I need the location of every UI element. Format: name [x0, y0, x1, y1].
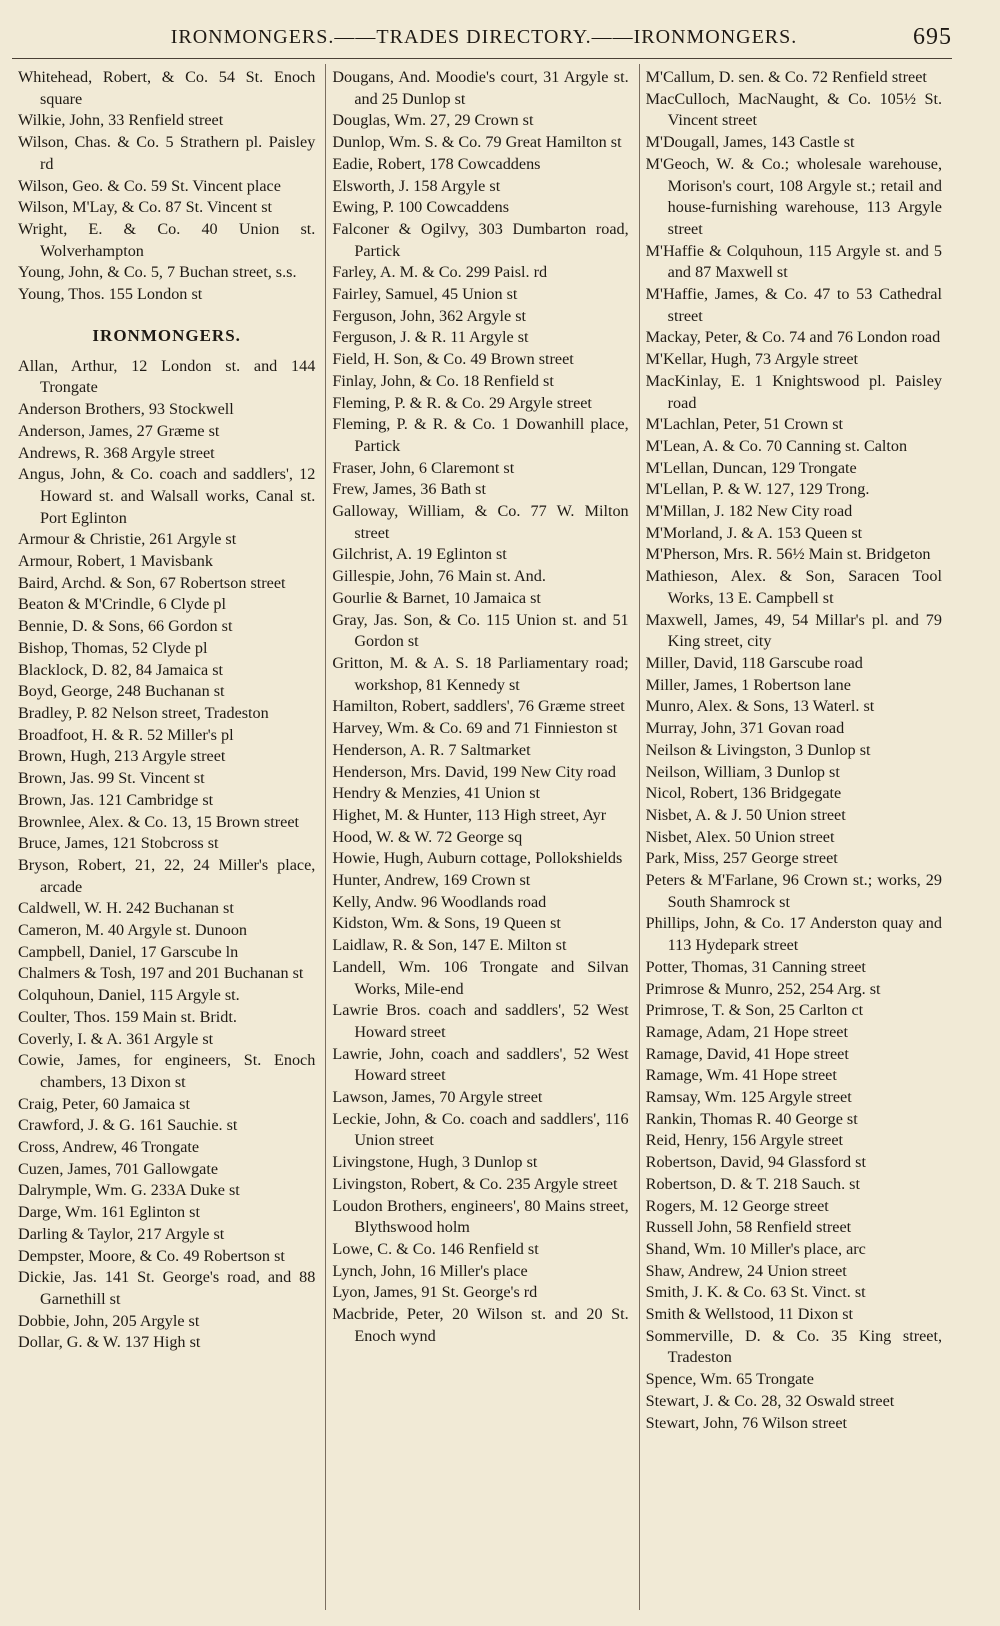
directory-entry: Stewart, J. & Co. 28, 32 Oswald street: [645, 1391, 895, 1410]
directory-entry: Young, John, & Co. 5, 7 Buchan street, s.s.: [18, 263, 297, 282]
column-2: [325, 64, 638, 1610]
directory-entry: Peters & M'Farlane, 96 Crown st.; works, 29 South Shamrock st: [645, 871, 942, 911]
directory-entry: Falconer & Ogilvy, 303 Dumbarton road, Partick: [332, 219, 629, 260]
directory-entry: Hendry & Menzies, 41 Union st: [332, 784, 541, 803]
directory-entry: M'Lean, A. & Co. 70 Canning st. Calton: [645, 436, 908, 455]
directory-entry: Ferguson, John, 362 Argyle st: [332, 306, 526, 325]
directory-entry: Dempster, Moore, & Co. 49 Robertson st: [18, 1246, 285, 1265]
directory-entry: Loudon Brothers, engineers', 80 Mains street, Blythswood holm: [332, 1196, 629, 1237]
directory-entry: Cross, Andrew, 46 Trongate: [18, 1138, 200, 1157]
section-title: IRONMONGERS.: [92, 325, 241, 345]
directory-entry: Colquhoun, Daniel, 115 Argyle st.: [18, 986, 240, 1005]
directory-entry: Dunlop, Wm. S. & Co. 79 Great Hamilton st: [332, 133, 622, 152]
directory-entry: M'Haffie & Colquhoun, 115 Argyle st. and 5 and 87 Maxwell st: [645, 241, 942, 282]
directory-entry: M'Callum, D. sen. & Co. 72 Renfield street: [645, 68, 927, 86]
directory-entry: Shaw, Andrew, 24 Union street: [645, 1261, 847, 1280]
directory-entry: M'Pherson, Mrs. R. 56½ Main st. Bridgeton: [645, 545, 931, 564]
directory-entry: Smith, J. K. & Co. 63 St. Vinct. st: [645, 1283, 866, 1302]
directory-entry: Young, Thos. 155 London st: [18, 285, 203, 304]
directory-entry: Kidston, Wm. & Sons, 19 Queen st: [332, 914, 561, 933]
directory-entry: Maxwell, James, 49, 54 Millar's pl. and 79 King street, city: [645, 610, 942, 651]
directory-entry: Nicol, Robert, 136 Bridgegate: [645, 784, 842, 803]
directory-entry: Elsworth, J. 158 Argyle st: [332, 176, 501, 195]
directory-entry: Nisbet, Alex. 50 Union street: [645, 827, 835, 846]
directory-entry: Brown, Jas. 121 Cambridge st: [18, 790, 214, 809]
directory-entry: Robertson, David, 94 Glassford st: [645, 1153, 866, 1172]
directory-entry: Munro, Alex. & Sons, 13 Waterl. st: [645, 697, 875, 716]
directory-entry: M'Lellan, Duncan, 129 Trongate: [645, 458, 857, 477]
directory-entry: Cuzen, James, 701 Gallowgate: [18, 1159, 219, 1178]
directory-entry: Boyd, George, 248 Buchanan st: [18, 682, 225, 701]
directory-entry: Wilson, M'Lay, & Co. 87 St. Vincent st: [18, 198, 272, 217]
directory-entry: Highet, M. & Hunter, 113 High street, Ayr: [332, 805, 607, 824]
directory-entry: Armour, Robert, 1 Mavisbank: [18, 552, 213, 571]
directory-entry: Park, Miss, 257 George street: [645, 849, 838, 868]
directory-entry: Henderson, A. R. 7 Saltmarket: [332, 740, 531, 759]
directory-entry: Gourlie & Barnet, 10 Jamaica st: [332, 588, 541, 607]
directory-entry: Nisbet, A. & J. 50 Union street: [645, 805, 846, 824]
directory-entry: Broadfoot, H. & R. 52 Miller's pl: [18, 725, 234, 744]
directory-entry: Brown, Hugh, 213 Argyle street: [18, 747, 226, 766]
directory-entry: Dollar, G. & W. 137 High st: [18, 1333, 201, 1352]
directory-entry: Lawrie, John, coach and saddlers', 52 West Howard street: [332, 1044, 629, 1085]
directory-entry: Rankin, Thomas R. 40 George st: [645, 1109, 858, 1128]
directory-entry: Brown, Jas. 99 St. Vincent st: [18, 769, 205, 788]
directory-entry: Phillips, John, & Co. 17 Anderston quay and 113 Hydepark street: [645, 914, 942, 955]
directory-entry: Hunter, Andrew, 169 Crown st: [332, 871, 531, 890]
directory-entry: Landell, Wm. 106 Trongate and Silvan Works, Mile-end: [332, 957, 629, 998]
directory-entry: Anderson Brothers, 93 Stockwell: [18, 400, 234, 419]
directory-entry: Farley, A. M. & Co. 299 Paisl. rd: [332, 263, 548, 282]
page-number: 695: [913, 24, 952, 50]
directory-entry: Galloway, William, & Co. 77 W. Milton street: [332, 502, 629, 542]
directory-entry: Andrews, R. 368 Argyle street: [18, 443, 215, 462]
directory-entry: M'Dougall, James, 143 Castle st: [645, 133, 855, 152]
directory-entry: Reid, Henry, 156 Argyle street: [645, 1131, 844, 1150]
directory-entry: Coulter, Thos. 159 Main st. Bridt.: [18, 1007, 237, 1026]
directory-entry: M'Lellan, P. & W. 127, 129 Trong.: [645, 480, 870, 499]
directory-entry: Frew, James, 36 Bath st: [332, 480, 486, 499]
directory-entry: Bryson, Robert, 21, 22, 24 Miller's place, arcade: [18, 855, 316, 896]
directory-entry: Dobbie, John, 205 Argyle st: [18, 1311, 200, 1330]
page-header: [16, 18, 952, 52]
directory-entry: Gritton, M. & A. S. 18 Parliamentary road; workshop, 81 Kennedy st: [332, 653, 629, 694]
directory-entry: Bishop, Thomas, 52 Clyde pl: [18, 638, 208, 657]
directory-entry: Crawford, J. & G. 161 Sauchie. st: [18, 1116, 238, 1135]
directory-entry: MacKinlay, E. 1 Knightswood pl. Paisley road: [645, 371, 942, 412]
directory-entry: Robertson, D. & T. 218 Sauch. st: [645, 1174, 860, 1193]
directory-entry: Darling & Taylor, 217 Argyle st: [18, 1224, 225, 1243]
directory-entry: Howie, Hugh, Auburn cottage, Pollokshields: [332, 849, 623, 868]
directory-entry: Campbell, Daniel, 17 Garscube ln: [18, 942, 239, 961]
directory-entry: Wright, E. & Co. 40 Union st. Wolverhampton: [18, 219, 316, 260]
running-head: IRONMONGERS.——TRADES DIRECTORY.——IRONMONGERS.: [170, 26, 798, 48]
directory-entry: Chalmers & Tosh, 197 and 201 Buchanan st: [18, 964, 304, 983]
directory-entry: M'Kellar, Hugh, 73 Argyle street: [645, 350, 859, 369]
directory-entry: Ramage, David, 41 Hope street: [645, 1044, 849, 1063]
directory-entry: Craig, Peter, 60 Jamaica st: [18, 1094, 190, 1113]
directory-entry: Wilson, Geo. & Co. 59 St. Vincent place: [18, 176, 281, 195]
directory-entry: Gilchrist, A. 19 Eglinton st: [332, 545, 507, 564]
directory-entry: Bennie, D. & Sons, 66 Gordon st: [18, 617, 233, 636]
directory-entry: Fraser, John, 6 Claremont st: [332, 458, 515, 477]
directory-entry: Ramage, Wm. 41 Hope street: [645, 1066, 837, 1085]
directory-entry: Macbride, Peter, 20 Wilson st. and 20 St. Enoch wynd: [332, 1305, 629, 1345]
directory-entry: Kelly, Andw. 96 Woodlands road: [332, 892, 547, 911]
directory-entry: Beaton & M'Crindle, 6 Clyde pl: [18, 595, 226, 614]
directory-entry: Fleming, P. & R. & Co. 29 Argyle street: [332, 393, 592, 412]
directory-entry: Laidlaw, R. & Son, 147 E. Milton st: [332, 936, 567, 955]
directory-entry: Mackay, Peter, & Co. 74 and 76 London road: [645, 328, 941, 347]
directory-entry: Neilson & Livingston, 3 Dunlop st: [645, 740, 871, 759]
directory-entry: Stewart, John, 76 Wilson street: [645, 1413, 848, 1432]
directory-entry: Darge, Wm. 161 Eglinton st: [18, 1203, 200, 1222]
directory-entry: Primrose & Munro, 252, 254 Arg. st: [645, 979, 881, 998]
directory-entry: Angus, John, & Co. coach and saddlers', 12 Howard st. and Walsall works, Canal st. Port Eglinton: [18, 465, 316, 527]
directory-entry: Allan, Arthur, 12 London st. and 144 Trongate: [18, 356, 316, 397]
directory-entry: Blacklock, D. 82, 84 Jamaica st: [18, 660, 223, 679]
directory-entry: M'Morland, J. & A. 153 Queen st: [645, 523, 863, 542]
directory-entry: Douglas, Wm. 27, 29 Crown st: [332, 111, 534, 130]
directory-entry: Cowie, James, for engineers, St. Enoch chambers, 13 Dixon st: [18, 1051, 316, 1091]
directory-entry: Gray, Jas. Son, & Co. 115 Union st. and 51 Gordon st: [332, 610, 629, 651]
directory-entry: Harvey, Wm. & Co. 69 and 71 Finnieston st: [332, 719, 618, 738]
directory-entry: M'Geoch, W. & Co.; wholesale warehouse, Morison's court, 108 Argyle st.; retail and house-furnishing warehouse, 113 Argyle street: [645, 154, 942, 238]
directory-entry: Mathieson, Alex. & Son, Saracen Tool Works, 13 E. Campbell st: [645, 567, 942, 607]
directory-entry: Bradley, P. 82 Nelson street, Tradeston: [18, 703, 269, 722]
directory-entry: Ramage, Adam, 21 Hope street: [645, 1022, 848, 1041]
directory-entry: Dalrymple, Wm. G. 233A Duke st: [18, 1181, 240, 1200]
directory-entry: Lawrie Bros. coach and saddlers', 52 West Howard street: [332, 1001, 629, 1041]
directory-entry: Spence, Wm. 65 Trongate: [645, 1370, 814, 1389]
directory-entry: Leckie, John, & Co. coach and saddlers', 116 Union street: [332, 1109, 629, 1150]
column-1: [12, 64, 325, 1610]
directory-entry: Wilson, Chas. & Co. 5 Strathern pl. Paisley rd: [18, 133, 316, 173]
directory-entry: M'Haffie, James, & Co. 47 to 53 Cathedral street: [645, 285, 942, 325]
directory-entry: Dougans, And. Moodie's court, 31 Argyle st. and 25 Dunlop st: [332, 68, 629, 108]
directory-entry: MacCulloch, MacNaught, & Co. 105½ St. Vincent street: [645, 89, 942, 130]
directory-entry: Whitehead, Robert, & Co. 54 St. Enoch square: [18, 68, 316, 108]
directory-entry: Miller, David, 118 Garscube road: [645, 653, 863, 672]
directory-entry: Ewing, P. 100 Cowcaddens: [332, 198, 510, 217]
directory-entry: Ramsay, Wm. 125 Argyle street: [645, 1088, 852, 1107]
directory-entry: Lowe, C. & Co. 146 Renfield st: [332, 1239, 539, 1258]
directory-entry: Murray, John, 371 Govan road: [645, 719, 845, 738]
directory-entry: Brownlee, Alex. & Co. 13, 15 Brown street: [18, 812, 299, 831]
directory-entry: Dickie, Jas. 141 St. George's road, and 88 Garnethill st: [18, 1268, 316, 1308]
directory-entry: Lyon, James, 91 St. George's rd: [332, 1283, 538, 1302]
directory-entry: Hood, W. & W. 72 George sq: [332, 827, 523, 846]
directory-entry: Caldwell, W. H. 242 Buchanan st: [18, 899, 234, 918]
directory-entry: Coverly, I. & A. 361 Argyle st: [18, 1029, 214, 1048]
directory-columns: [12, 64, 952, 1610]
directory-entry: Lynch, John, 16 Miller's place: [332, 1261, 528, 1280]
directory-entry: Field, H. Son, & Co. 49 Brown street: [332, 350, 574, 369]
directory-entry: Primrose, T. & Son, 25 Carlton ct: [645, 1001, 864, 1020]
directory-entry: Lawson, James, 70 Argyle street: [332, 1088, 543, 1107]
directory-entry: M'Millan, J. 182 New City road: [645, 502, 853, 521]
directory-entry: Livingston, Robert, & Co. 235 Argyle street: [332, 1174, 618, 1193]
directory-entry: Anderson, James, 27 Græme st: [18, 421, 220, 440]
directory-entry: Henderson, Mrs. David, 199 New City road: [332, 762, 617, 781]
directory-entry: Miller, James, 1 Robertson lane: [645, 675, 851, 694]
directory-entry: M'Lachlan, Peter, 51 Crown st: [645, 415, 844, 434]
directory-entry: Cameron, M. 40 Argyle st. Dunoon: [18, 921, 248, 940]
directory-entry: Ferguson, J. & R. 11 Argyle st: [332, 328, 529, 347]
directory-entry: Sommerville, D. & Co. 35 King street, Tradeston: [645, 1326, 942, 1367]
directory-entry: Finlay, John, & Co. 18 Renfield st: [332, 371, 554, 390]
directory-entry: Shand, Wm. 10 Miller's place, arc: [645, 1239, 866, 1258]
directory-entry: Gillespie, John, 76 Main st. And.: [332, 567, 546, 586]
directory-entry: Fairley, Samuel, 45 Union st: [332, 285, 518, 304]
directory-entry: Neilson, William, 3 Dunlop st: [645, 762, 840, 781]
directory-entry: Potter, Thomas, 31 Canning street: [645, 957, 866, 976]
directory-entry: Livingstone, Hugh, 3 Dunlop st: [332, 1153, 538, 1172]
directory-entry: Bruce, James, 121 Stobcross st: [18, 834, 219, 853]
column-3: [639, 64, 952, 1610]
directory-entry: Fleming, P. & R. & Co. 1 Dowanhill place, Partick: [332, 415, 629, 455]
directory-entry: Armour & Christie, 261 Argyle st: [18, 530, 237, 549]
directory-entry: Hamilton, Robert, saddlers', 76 Græme street: [332, 697, 625, 716]
directory-entry: Baird, Archd. & Son, 67 Robertson street: [18, 573, 286, 592]
directory-entry: Russell John, 58 Renfield street: [645, 1218, 852, 1237]
header-rule: [12, 58, 952, 59]
directory-entry: Rogers, M. 12 George street: [645, 1196, 829, 1215]
directory-entry: Wilkie, John, 33 Renfield street: [18, 111, 224, 130]
directory-entry: Eadie, Robert, 178 Cowcaddens: [332, 154, 541, 173]
directory-entry: Smith & Wellstood, 11 Dixon st: [645, 1305, 854, 1324]
